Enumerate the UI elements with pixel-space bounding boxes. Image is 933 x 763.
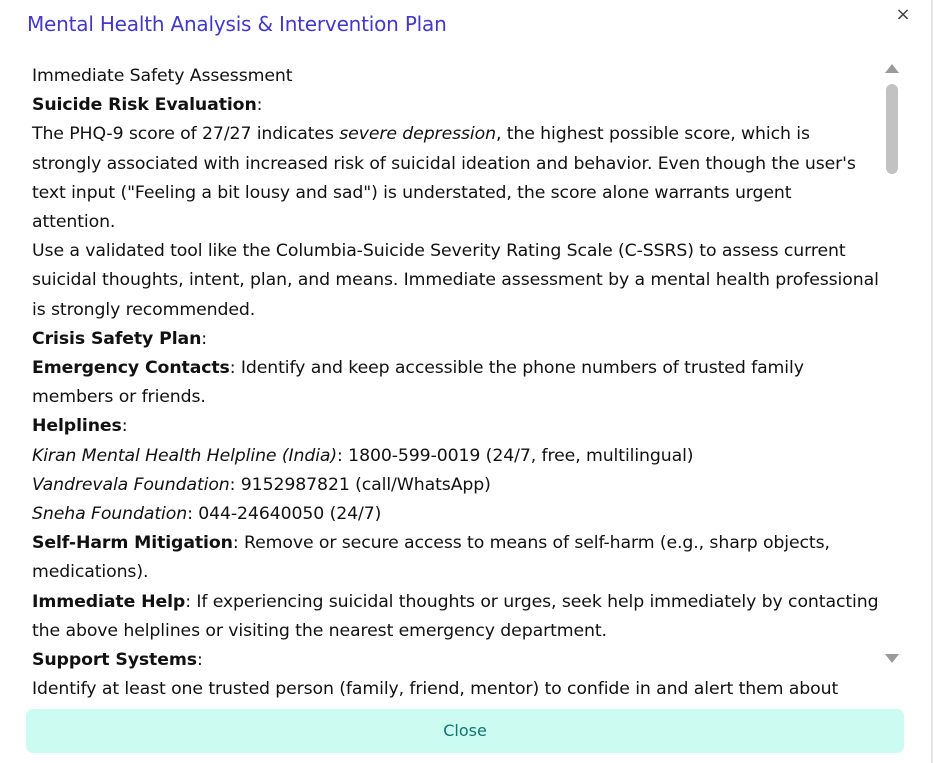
scrollbar[interactable]	[881, 62, 903, 670]
emergency-contacts: Emergency Contacts: Identify and keep accessible the phone numbers of trusted family members or friends.	[32, 358, 804, 408]
support-systems-label: Support Systems	[32, 650, 197, 671]
helpline-name: Kiran Mental Health Helpline (India)	[32, 445, 338, 466]
self-harm-mitigation: Self-Harm Mitigation: Remove or secure access to means of self-harm (e.g., sharp objects, medications).	[32, 533, 830, 583]
self-harm-label: Self-Harm Mitigation	[32, 533, 233, 554]
scroll-up-arrow-icon[interactable]	[885, 64, 899, 73]
close-icon[interactable]: ×	[895, 4, 911, 25]
helpline-item: Kiran Mental Health Helpline (India): 1800-599-0019 (24/7, free, multilingual)	[32, 445, 694, 466]
suicide-risk-paragraph-2: Use a validated tool like the Columbia-Suicide Severity Rating Scale (C-SSRS) to assess current suicidal thoughts, intent, plan, and means. Immediate assessment by a mental health professional is strongly recommended.	[32, 241, 879, 320]
scroll-down-arrow-icon[interactable]	[885, 654, 899, 663]
emergency-contacts-label: Emergency Contacts	[32, 358, 230, 379]
self-harm-text: Remove or secure access to means of self-harm (e.g., sharp objects, medications).	[32, 533, 830, 583]
section-heading: Immediate Safety Assessment	[32, 66, 293, 86]
helpline-item: Sneha Foundation: 044-24640050 (24/7)	[32, 504, 382, 525]
helpline-name: Sneha Foundation	[32, 504, 188, 525]
suicide-risk-text-a: The PHQ-9 score of 27/27 indicates	[32, 124, 340, 145]
suicide-risk-paragraph-1	[32, 120, 880, 237]
helplines-heading: Helplines:	[32, 416, 128, 437]
immediate-help-label: Immediate Help	[32, 591, 186, 612]
suicide-risk-label: Suicide Risk Evaluation	[32, 95, 257, 116]
suicide-risk-text-b: , the highest possible score, which is strongly associated with increased risk of suicidal ideation and behavior. Even though the user's text input ("Feeling a bit lousy and sad") is understated, the score alone warrants urgent attention.	[32, 124, 856, 233]
helpline-detail: 044-24640050 (24/7)	[198, 504, 382, 525]
scrollbar-thumb[interactable]	[886, 84, 898, 174]
helplines-label: Helplines	[32, 416, 122, 437]
helpline-detail: 9152987821 (call/WhatsApp)	[240, 474, 491, 495]
report-content	[32, 62, 880, 700]
helpline-item: Vandrevala Foundation: 9152987821 (call/WhatsApp)	[32, 474, 491, 495]
support-systems-heading: Support Systems:	[32, 650, 203, 671]
crisis-plan-heading: Crisis Safety Plan:	[32, 328, 208, 349]
helpline-name: Vandrevala Foundation	[32, 474, 230, 495]
support-systems-text: Identify at least one trusted person (family, friend, mentor) to confide in and alert them about	[32, 679, 839, 700]
suicide-risk-emphasis: severe depression	[339, 124, 496, 145]
dialog-title: Mental Health Analysis & Intervention Plan	[27, 12, 447, 36]
emergency-contacts-text: Identify and keep accessible the phone numbers of trusted family members or friends.	[32, 358, 804, 408]
close-button[interactable]: Close	[26, 709, 904, 753]
crisis-plan-label: Crisis Safety Plan	[32, 328, 202, 349]
suicide-risk-heading: Suicide Risk Evaluation:	[32, 95, 263, 116]
immediate-help: Immediate Help: If experiencing suicidal thoughts or urges, seek help immediately by contacting the above helplines or visiting the nearest emergency department.	[32, 591, 879, 641]
helpline-detail: 1800-599-0019 (24/7, free, multilingual)	[348, 445, 694, 466]
immediate-help-text: If experiencing suicidal thoughts or urges, seek help immediately by contacting the above helplines or visiting the nearest emergency department.	[32, 591, 879, 641]
